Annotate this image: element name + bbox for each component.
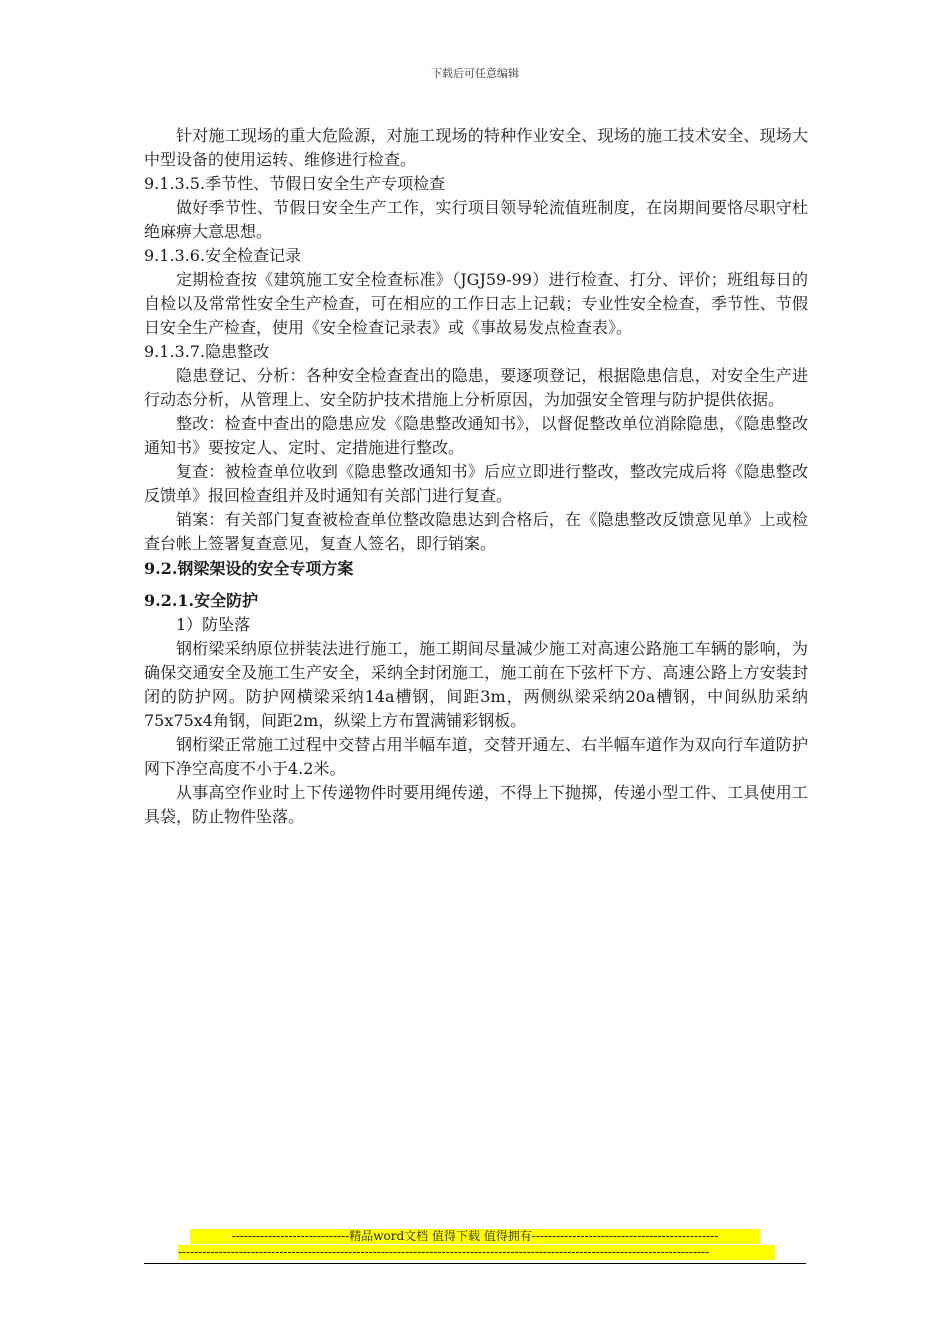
footer-dash-line: ----------------------------------------------------------------------------------------------------------------------------------- — [178, 1245, 775, 1260]
paragraph: 从事高空作业时上下传递物件时要用绳传递，不得上下抛掷，传递小型工件、工具使用工具袋，防止物件坠落。 — [144, 783, 808, 826]
paragraph: 销案：有关部门复查被检查单位整改隐患达到合格后，在《隐患整改反馈意见单》上或检查台帐上签署复查意见，复查人签名，即行销案。 — [144, 510, 808, 553]
paragraph: 定期检查按《建筑施工安全检查标准》（JGJ59-99）进行检查、打分、评价；班组每日的自检以及常常性安全生产检查，可在相应的工作日志上记载；专业性安全检查，季节性、节假日安全生产检查，使用《安全检查记录表》或《事故易发点检查表》。 — [144, 270, 808, 337]
footer-divider — [144, 1263, 806, 1264]
list-item: 1）防坠落 — [176, 615, 251, 634]
paragraph: 钢桁梁正常施工过程中交替占用半幅车道，交替开通左、右半幅车道作为双向行车道防护网下净空高度不小于4.2米。 — [144, 735, 808, 778]
paragraph: 隐患登记、分析：各种安全检查查出的隐患，要逐项登记，根据隐患信息，对安全生产进行动态分析，从管理上、安全防护技术措施上分析原因，为加强安全管理与防护提供依据。 — [144, 366, 808, 409]
section-heading-9-1-3-6: 9.1.3.6.安全检查记录 — [144, 246, 302, 265]
footer-banner: -----------------------------精品word文档 值得下载 值得拥有---------------------------------------------- — [190, 1229, 760, 1244]
paragraph: 针对施工现场的重大危险源，对施工现场的特种作业安全、现场的施工技术安全、现场大中型设备的使用运转、维修进行检查。 — [144, 126, 808, 169]
document-body — [144, 124, 808, 829]
paragraph: 钢桁梁采纳原位拼装法进行施工，施工期间尽量减少施工对高速公路施工车辆的影响，为确保交通安全及施工生产安全，采纳全封闭施工，施工前在下弦杆下方、高速公路上方安装封闭的防护网。防护网横梁采纳14a槽钢，间距3m，两侧纵梁采纳20a槽钢，中间纵肋采纳75x75x4角钢，间距2m，纵梁上方布置满铺彩钢板。 — [144, 639, 808, 730]
section-heading-9-1-3-7: 9.1.3.7.隐患整改 — [144, 342, 270, 361]
section-heading-9-1-3-5: 9.1.3.5.季节性、节假日安全生产专项检查 — [144, 174, 446, 193]
paragraph: 做好季节性、节假日安全生产工作，实行项目领导轮流值班制度，在岗期间要恪尽职守杜绝麻痹大意思想。 — [144, 198, 808, 241]
section-heading-9-2: 9.2.钢梁架设的安全专项方案 — [144, 559, 354, 578]
paragraph: 整改：检查中查出的隐患应发《隐患整改通知书》，以督促整改单位消除隐患，《隐患整改通知书》要按定人、定时、定措施进行整改。 — [144, 414, 808, 457]
paragraph: 复查：被检查单位收到《隐患整改通知书》后应立即进行整改，整改完成后将《隐患整改反馈单》报回检查组并及时通知有关部门进行复查。 — [144, 462, 808, 505]
section-heading-9-2-1: 9.2.1.安全防护 — [144, 591, 259, 610]
page-header: 下载后可任意编辑 — [431, 67, 519, 80]
